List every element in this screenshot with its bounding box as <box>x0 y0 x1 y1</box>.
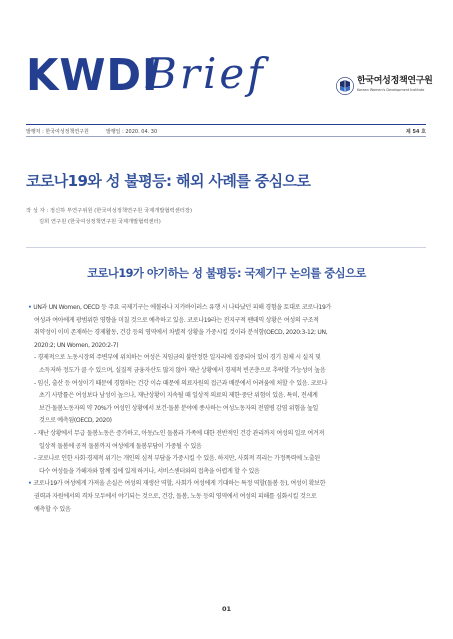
paragraph-line: • 코로나19가 여성에게 가져올 손실은 여성의 재생산 역할, 사회가 여성에게 기대하는 특정 역할(돌봄 등), 여성이 확보한 <box>28 480 326 488</box>
org-logo-icon <box>336 77 354 95</box>
paragraph-line: 권력과 자원에서의 격차 모두에서 야기되는 것으로, 건강, 돌봄, 노동 등의 영역에서 여성의 피해를 심화시킬 것으로 <box>34 492 317 500</box>
publisher: 발행처 : 한국여성정책연구원 <box>26 129 89 135</box>
paragraph-line: 예측할 수 있음 <box>34 505 71 513</box>
divider <box>26 124 426 125</box>
author-line: 김희 연구원 (한국여성정책연구원 국제개발협력센터) <box>39 219 161 225</box>
kwdi-wordmark: KWDI <box>26 50 159 101</box>
sub-bullet-line: 다수 여성들을 가해자와 함께 집에 있게 하거나, 서비스센터와의 접촉을 어렵게 할 수 있음 <box>39 467 260 475</box>
issue-number: 제 54 호 <box>405 129 426 135</box>
org-name: 한국여성정책연구원 <box>357 76 433 86</box>
org-name-english: Korean Women's Development Institute <box>357 88 425 92</box>
publish-date: 발행일 : 2020. 04. 30 <box>106 129 158 135</box>
sub-bullet-line: - 코로나로 인한 사회·경제적 위기는 개인의 심적 부담을 가중시킬 수 있음. 하지만, 사회적 격리는 가정폭력에 노출된 <box>34 455 320 463</box>
brief-wordmark: Brief <box>146 49 266 98</box>
sub-bullet-line: 것으로 예측됨(OECD, 2020) <box>39 417 112 425</box>
sub-bullet-line: - 임신, 출산 등 여성이기 때문에 경험하는 건강 이슈 때문에 의료자원의 접근과 배분에서 어려움에 처할 수 있음. 코로나 <box>34 379 328 387</box>
sub-bullet-line: - 경제적으로 노동시장의 주변부에 위치하는 여성은 저임금의 불안정한 일자리에 집중되어 있어 경기 침체 시 실직 및 <box>34 354 321 362</box>
org-logo <box>336 76 440 98</box>
author-line: 작 성 자 : 정신하 부연구위원 (한국여성정책연구원 국제개발협력센터장) <box>26 208 193 214</box>
page-title: 코로나19와 성 불평등: 해외 사례를 중심으로 <box>26 172 311 190</box>
sub-bullet-line: - 재난 상황에서 무급 돌봄노동은 증가하고, 아동/노인 돌봄과 가족에 대한 전반적인 건강 관리까지 여성의 일로 여겨져 <box>34 429 325 437</box>
divider <box>26 247 426 248</box>
paragraph-line: • UN과 UN Women, OECD 등 주요 국제기구는 에볼라나 지카바이러스 유행 시 나타났던 피해 경험을 토대로 코로나19가 <box>28 304 332 311</box>
issue-bar <box>26 124 426 136</box>
page-number: 01 <box>221 605 232 613</box>
sub-bullet-line: 초기 사망률은 여성보다 남성이 높으나, 재난상황이 지속될 때 일상적 의료의 제한·중단 위험이 있음. 특히, 전세계 <box>39 392 318 400</box>
sub-bullet-line: 일상적 돌봄에 공적 돌봄까지 여성에게 돌봄부담이 가중될 수 있음 <box>39 442 202 450</box>
paragraph-line: 여성과 여아에게 광범위한 영향을 미칠 것으로 예측하고 있음. 코로나19라는 전지구적 팬데믹 상황은 여성의 구조적 <box>34 316 319 324</box>
bullet-icon: • <box>28 480 32 488</box>
authors <box>26 206 192 228</box>
paragraph-line: 취약성이 이미 존재하는 경제활동, 건강 등의 영역에서 차별적 상황을 가중시킬 것이라 분석함(OECD, 2020:3-12; UN, <box>34 329 328 337</box>
paragraph-line: 2020:2; UN Women, 2020:2-7) <box>34 341 119 349</box>
masthead <box>0 0 453 130</box>
sub-bullet-line: 보건·돌봄노동자의 약 70%가 여성인 상황에서 보건·돌봄 분야에 종사하는 여성노동자의 전염병 감염 위험을 높일 <box>39 404 319 412</box>
divider <box>26 136 426 137</box>
bullet-icon: • <box>28 304 32 311</box>
body-text <box>28 302 430 516</box>
sub-bullet-line: 소득저하 정도가 클 수 있으며, 실질적 금융자산도 많지 않아 재난 상황에서 경제적 빈곤층으로 추락할 가능성이 높음 <box>39 366 326 374</box>
section-title: 코로나19가 야기하는 성 불평등: 국제기구 논의를 중심으로 <box>87 267 366 280</box>
